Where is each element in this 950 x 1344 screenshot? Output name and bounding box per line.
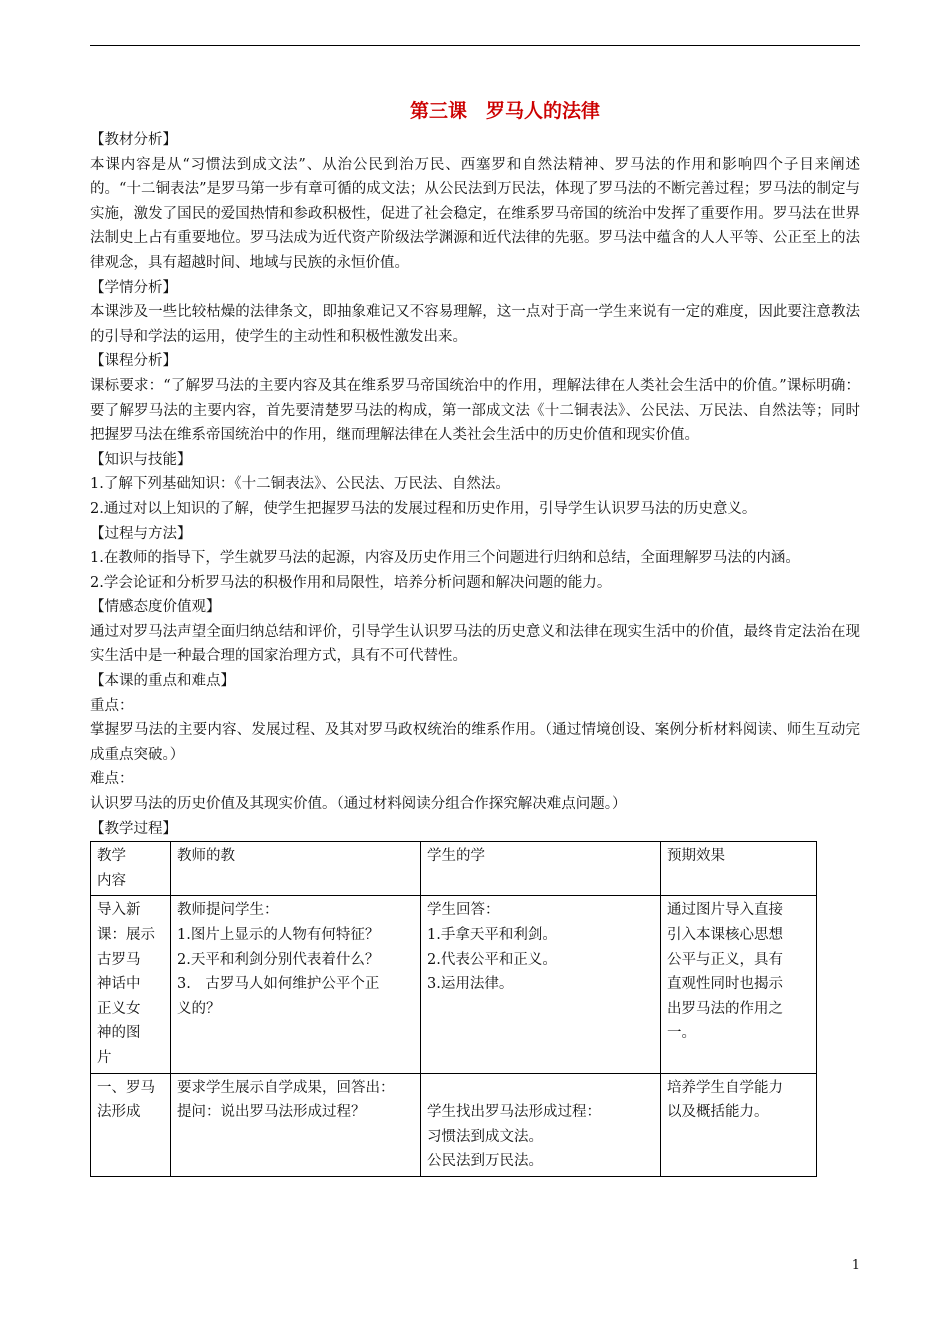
section-paragraph: 掌握罗马法的主要内容、发展过程、及其对罗马政权统治的维系作用。（通过情境创设、案例分析材料阅读、师生互动完成重点突破。） <box>90 722 860 763</box>
cell-line: 内容 <box>97 872 126 889</box>
document-body <box>90 96 860 1177</box>
table-cell <box>661 896 817 1073</box>
table-row <box>91 896 817 1073</box>
cell-line: 直观性同时也揭示 <box>667 976 783 993</box>
table-cell <box>171 896 421 1073</box>
cell-line: 3.运用法律。 <box>427 976 514 993</box>
cell-line: 预期效果 <box>667 848 725 865</box>
table-cell <box>661 1073 817 1176</box>
sections <box>90 128 860 841</box>
cell-line: 1.手拿天平和利剑。 <box>427 927 557 943</box>
cell-line: 片 <box>97 1049 112 1066</box>
cell-line: 一、罗马 <box>97 1079 155 1096</box>
cell-line: 学生回答： <box>427 902 500 919</box>
cell-line: 2.代表公平和正义。 <box>427 951 557 968</box>
cell-line: 通过图片导入直接 <box>667 902 783 919</box>
table-header-cell <box>661 842 817 896</box>
section-paragraph: 课标要求：“了解罗马法的主要内容及其在维系罗马帝国统治中的作用，理解法律在人类社会生活中的价值。”课标明确：要了解罗马法的主要内容，首先要清楚罗马法的构成，第一部成文法《十二铜表法》、公民法、万民法、自然法等；同时把握罗马法在维系帝国统治中的作用，继而理解法律在人类社会生活中的历史价值和现实价值。 <box>90 377 860 444</box>
cell-line: 引入本课核心思想 <box>667 927 783 943</box>
cell-line: 法形成 <box>97 1104 141 1121</box>
section-heading: 【过程与方法】 <box>90 525 192 542</box>
cell-line: 义的？ <box>177 1000 221 1017</box>
cell-line: 公平与正义，具有 <box>667 951 783 968</box>
cell-line <box>427 1076 654 1101</box>
page-title: 第三课 罗马人的法律 <box>409 100 600 122</box>
section-paragraph: 认识罗马法的历史价值及其现实价值。（通过材料阅读分组合作探究解决难点问题。） <box>90 796 627 813</box>
section-paragraph: 本课内容是从“习惯法到成文法”、从治公民到治万民、西塞罗和自然法精神、罗马法的作用和影响四个子目来阐述的。“十二铜表法”是罗马第一步有章可循的成文法；从公民法到万民法，体现了罗马法的不断完善过程；罗马法的制定与实施，激发了国民的爱国热情和参政积极性，促进了社会稳定，在维系罗马帝国的统治中发挥了重要作用。罗马法在世界法制史上占有重要地位。罗马法成为近代资产阶级法学渊源和近代法律的先驱。罗马法中蕴含的人人平等、公正至上的法律观念，具有超越时间、地域与民族的永恒价值。 <box>90 156 860 271</box>
table-cell <box>91 896 171 1073</box>
section-heading: 【情感态度价值观】 <box>90 599 221 616</box>
section-paragraph: 难点： <box>90 771 134 788</box>
cell-line: 3. 古罗马人如何维护公平个正 <box>177 976 380 993</box>
table-header-row <box>91 842 817 896</box>
table-cell <box>171 1073 421 1176</box>
table-header-cell <box>91 842 171 896</box>
section-paragraph: 1.在教师的指导下，学生就罗马法的起源，内容及历史作用三个问题进行归纳和总结，全面理解罗马法的内涵。 <box>90 550 800 567</box>
cell-line: 公民法到万民法。 <box>427 1153 543 1170</box>
cell-line: 正义女 <box>97 1000 141 1017</box>
table-header-cell <box>421 842 661 896</box>
cell-line: 神话中 <box>97 976 141 993</box>
cell-line: 以及概括能力。 <box>667 1104 769 1121</box>
page-number: 1 <box>851 1258 860 1273</box>
section-heading: 【教材分析】 <box>90 132 177 148</box>
cell-line: 古罗马 <box>97 951 141 968</box>
cell-line: 1.图片上显示的人物有何特征？ <box>177 927 380 943</box>
table-cell <box>421 896 661 1073</box>
table-row <box>91 1073 817 1176</box>
section-heading: 【本课的重点和难点】 <box>90 673 235 690</box>
cell-line: 教学 <box>97 848 126 865</box>
cell-line: 一。 <box>667 1025 696 1042</box>
table-header-cell <box>171 842 421 896</box>
section-paragraph: 2.通过对以上知识的了解，使学生把握罗马法的发展过程和历史作用，引导学生认识罗马法的历史意义。 <box>90 500 757 517</box>
cell-line: 神的图 <box>97 1025 141 1042</box>
section-paragraph: 2.学会论证和分析罗马法的积极作用和局限性，培养分析问题和解决问题的能力。 <box>90 574 612 591</box>
cell-line: 教师的教 <box>177 848 235 865</box>
cell-line: 要求学生展示自学成果，回答出： <box>177 1079 395 1096</box>
cell-line: 出罗马法的作用之 <box>667 1000 783 1017</box>
cell-line: 导入新 <box>97 902 141 919</box>
cell-line: 培养学生自学能力 <box>667 1079 783 1096</box>
cell-line: 习惯法到成文法。 <box>427 1128 543 1145</box>
header-rule <box>90 45 860 46</box>
section-heading: 【知识与技能】 <box>90 451 192 468</box>
table-cell <box>421 1073 661 1176</box>
section-paragraph: 1.了解下列基础知识：《十二铜表法》、公民法、万民法、自然法。 <box>90 476 510 493</box>
cell-line: 课：展示 <box>97 927 155 943</box>
cell-line: 学生的学 <box>427 848 485 865</box>
cell-line: 2.天平和利剑分别代表着什么？ <box>177 951 380 968</box>
section-paragraph: 通过对罗马法声望全面归纳总结和评价，引导学生认识罗马法的历史意义和法律在现实生活中的价值，最终肯定法治在现实生活中是一种最合理的国家治理方式，具有不可代替性。 <box>90 623 860 665</box>
lesson-table <box>90 841 817 1177</box>
section-paragraph: 重点： <box>90 697 134 714</box>
section-heading: 【学情分析】 <box>90 279 177 296</box>
section-heading: 【教学过程】 <box>90 820 177 837</box>
section-heading: 【课程分析】 <box>90 353 177 370</box>
cell-line: 教师提问学生： <box>177 902 279 919</box>
section-paragraph: 本课涉及一些比较枯燥的法律条文，即抽象难记又不容易理解，这一点对于高一学生来说有一定的难度，因此要注意教法的引导和学法的运用，使学生的主动性和积极性激发出来。 <box>90 304 860 345</box>
cell-line: 提问：说出罗马法形成过程？ <box>177 1104 366 1121</box>
table-cell <box>91 1073 171 1176</box>
cell-line: 学生找出罗马法形成过程： <box>427 1104 601 1121</box>
